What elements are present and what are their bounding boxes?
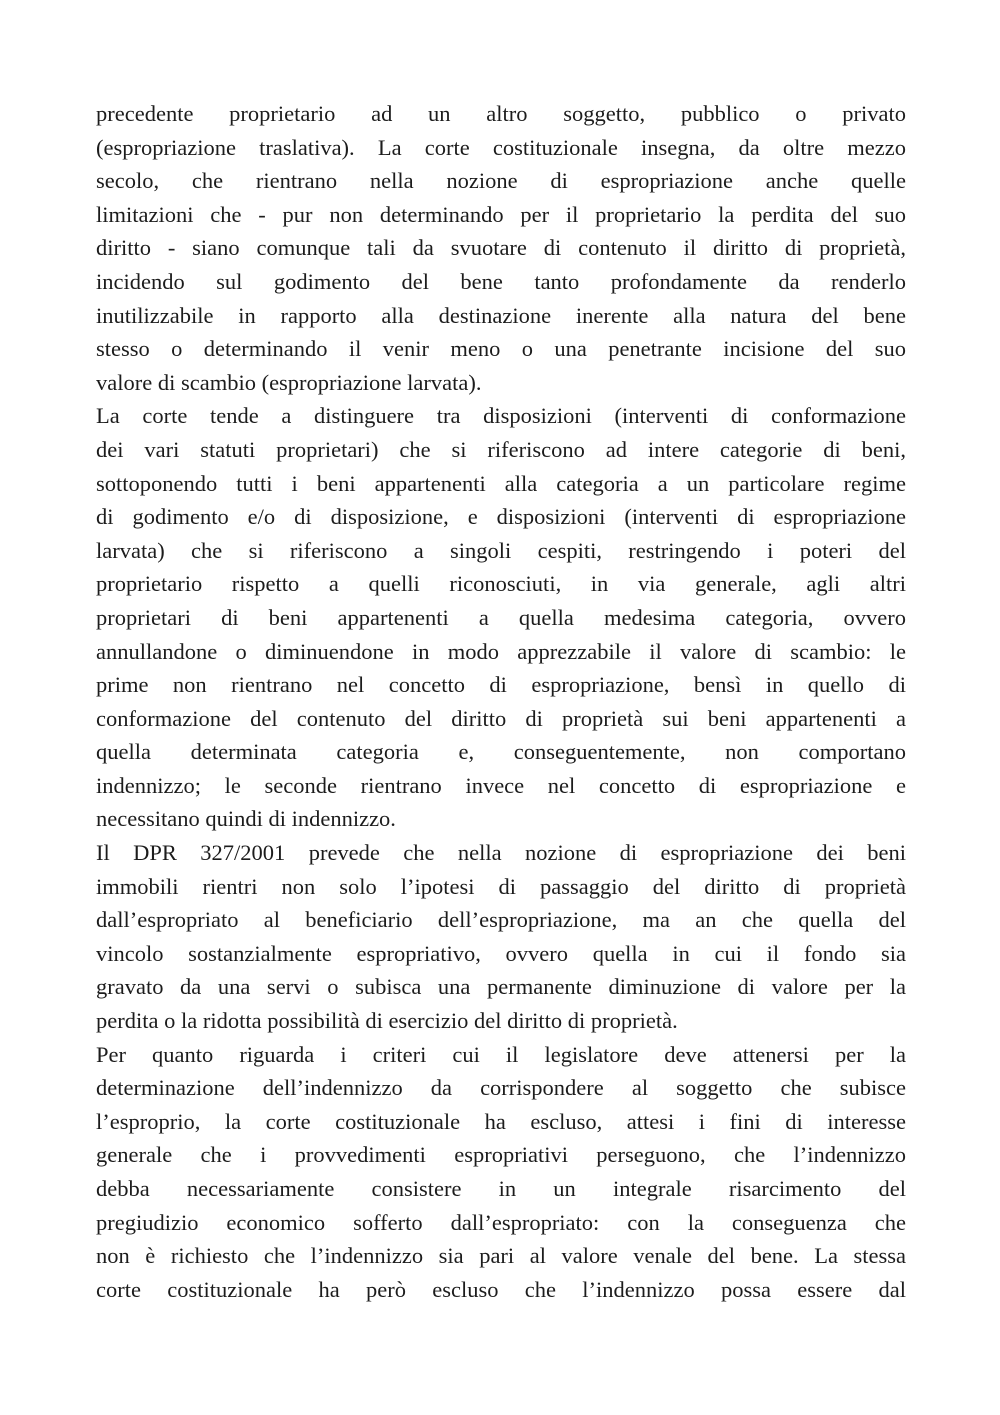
text-line: La corte tende a distinguere tra disposizioni (interventi di conformazione xyxy=(96,403,906,429)
text-line: limitazioni che - pur non determinando per il proprietario la perdita del suo xyxy=(96,201,906,227)
text-line: gravato da una servi o subisca una permanente diminuzione di valore per la xyxy=(96,974,906,1000)
text-line: immobili rientri non solo l’ipotesi di passaggio del diritto di proprietà xyxy=(96,873,906,899)
text-line: pregiudizio economico sofferto dall’espropriato: con la conseguenza che xyxy=(96,1209,906,1235)
text-line: secolo, che rientrano nella nozione di espropriazione anche quelle xyxy=(96,168,906,194)
text-line: corte costituzionale ha però escluso che l’indennizzo possa essere dal xyxy=(96,1276,906,1302)
text-line: determinazione dell’indennizzo da corrispondere al soggetto che subisce xyxy=(96,1075,906,1101)
text-line: dei vari statuti proprietari) che si riferiscono ad intere categorie di beni, xyxy=(96,436,906,462)
text-line: vincolo sostanzialmente espropriativo, ovvero quella in cui il fondo sia xyxy=(96,940,906,966)
paragraph-1 xyxy=(96,97,906,399)
text-line: inutilizzabile in rapporto alla destinazione inerente alla natura del bene xyxy=(96,302,906,328)
paragraph-3 xyxy=(96,836,906,1038)
text-line: sottoponendo tutti i beni appartenenti alla categoria a un particolare regime xyxy=(96,470,906,496)
text-line: (espropriazione traslativa). La corte costituzionale insegna, da oltre mezzo xyxy=(96,134,906,160)
text-line: di godimento e/o di disposizione, e disposizioni (interventi di espropriazione xyxy=(96,504,906,530)
text-line: incidendo sul godimento del bene tanto profondamente da renderlo xyxy=(96,268,906,294)
text-line: stesso o determinando il venir meno o una penetrante incisione del suo xyxy=(96,336,906,362)
text-line: proprietari di beni appartenenti a quella medesima categoria, ovvero xyxy=(96,604,906,630)
text-line: diritto - siano comunque tali da svuotare di contenuto il diritto di proprietà, xyxy=(96,235,906,261)
text-line: larvata) che si riferiscono a singoli cespiti, restringendo i poteri del xyxy=(96,537,906,563)
text-line: l’esproprio, la corte costituzionale ha escluso, attesi i fini di interesse xyxy=(96,1108,906,1134)
text-line: necessitano quindi di indennizzo. xyxy=(96,806,396,832)
text-line: indennizzo; le seconde rientrano invece nel concetto di espropriazione e xyxy=(96,772,906,798)
text-line: non è richiesto che l’indennizzo sia pari al valore venale del bene. La stessa xyxy=(96,1243,906,1269)
text-line: valore di scambio (espropriazione larvata). xyxy=(96,369,482,395)
text-line: dall’espropriato al beneficiario dell’espropriazione, ma an che quella del xyxy=(96,907,906,933)
text-line: annullandone o diminuendone in modo apprezzabile il valore di scambio: le xyxy=(96,638,906,664)
text-line: Per quanto riguarda i criteri cui il legislatore deve attenersi per la xyxy=(96,1041,906,1067)
text-line: prime non rientrano nel concetto di espropriazione, bensì in quello di xyxy=(96,672,906,698)
text-line: precedente proprietario ad un altro soggetto, pubblico o privato xyxy=(96,101,906,126)
text-line: conformazione del contenuto del diritto di proprietà sui beni appartenenti a xyxy=(96,705,906,731)
text-line: Il DPR 327/2001 prevede che nella nozione di espropriazione dei beni xyxy=(96,840,906,866)
text-line: quella determinata categoria e, conseguentemente, non comportano xyxy=(96,739,906,765)
paragraph-2 xyxy=(96,399,906,836)
text-line: generale che i provvedimenti espropriativi perseguono, che l’indennizzo xyxy=(96,1142,906,1168)
text-line: perdita o la ridotta possibilità di esercizio del diritto di proprietà. xyxy=(96,1008,678,1034)
text-line: proprietario rispetto a quelli riconosciuti, in via generale, agli altri xyxy=(96,571,906,597)
body-text xyxy=(96,97,906,1306)
paragraph-4 xyxy=(96,1038,906,1307)
text-line: debba necessariamente consistere in un integrale risarcimento del xyxy=(96,1176,906,1201)
